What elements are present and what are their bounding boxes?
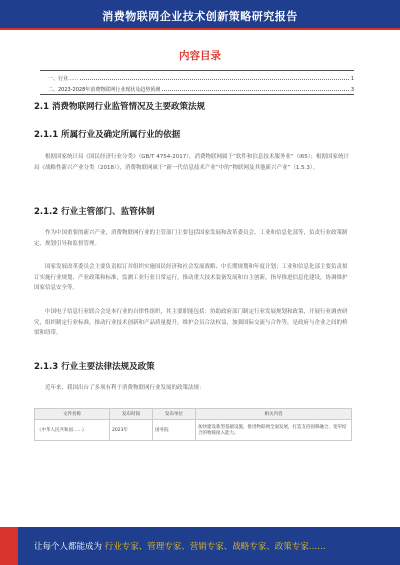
body-paragraph: 根据国家统计局《国民经济行业分类》（GB/T 4754-2017），消费物联网属于“软件和信息技术服务业”（I65）；根据国家统计局《战略性新兴产业分类（2018）》，消费物联网属于“新一代信息技术产业”中的“物联网及其他新兴产业”（1.5.3）。 — [34, 154, 350, 171]
policy-table — [34, 408, 352, 441]
toc-divider-top — [40, 70, 354, 71]
footer-lead: 让每个人都能成为 — [34, 542, 103, 552]
table-row — [35, 420, 352, 441]
table-cell: 加快建设新型基础设施，推进物联网全面发展，打造支持固移融合、宽窄结合的物联接入能力。 — [196, 420, 352, 441]
toc-entry-page: 1 — [350, 76, 354, 82]
table-header-row — [35, 409, 352, 420]
toc-entry[interactable] — [48, 86, 354, 93]
table-header-cell: 发布时间 — [110, 409, 153, 420]
toc-title: 内容目录 — [179, 50, 221, 62]
table-cell: 2023年 — [110, 420, 153, 441]
toc-entry-label: 一、行业…… — [48, 76, 79, 82]
body-paragraph: 作为中国重要的新兴产业，消费物联网行业的主管部门主要包括国家发展和改革委员会、工业和信息化部等，负责行业政策制定、规划引导和监督管理。 — [34, 230, 348, 247]
body-paragraph: 国家发展改革委员会主要负责拟订并组织实施国民经济和社会发展战略、中长期规划和年度计划；工业和信息化部主要负责拟订实施行业规划、产业政策和标准，监测工业行业日常运行，推动重大技术装备发展和自主创新，指导推进信息化建设，协调维护国家信息安全等。 — [34, 264, 348, 291]
footer-roles: 行业专家、管理专家、营销专家、战略专家、政策专家…… — [104, 542, 326, 552]
subsection-heading: 2.1.1 所属行业及确定所属行业的依据 — [34, 130, 181, 140]
table-header-cell: 相关内容 — [196, 409, 352, 420]
footer-slogan — [34, 540, 326, 552]
subsection-heading: 2.1.2 行业主管部门、监管体制 — [34, 207, 155, 217]
footer-banner — [0, 527, 400, 565]
toc-entry-label: 二、2023-2028年消费物联网行业现状及趋势预测 — [48, 87, 161, 93]
toc-dot-leader — [80, 79, 349, 80]
toc-dot-leader — [162, 90, 349, 91]
report-title: 消费物联网企业技术创新策略研究报告 — [102, 10, 298, 23]
table-cell: 《中华人民共和国……》 — [35, 420, 110, 441]
toc-entry-page: 3 — [350, 87, 354, 93]
body-paragraph: 近年来，我国出台了多项有利于消费物联网行业发展的政策法规： — [45, 385, 205, 391]
table-header-cell: 发布单位 — [153, 409, 196, 420]
footer-accent-block — [0, 527, 18, 565]
toc-divider-bottom — [40, 94, 354, 95]
table-header-cell: 文件名称 — [35, 409, 110, 420]
section-heading: 2.1 消费物联网行业监管情况及主要政策法规 — [34, 102, 206, 112]
body-paragraph: 中国电子信息行业联合会是本行业的自律性组织，其主要职能包括：协助政府部门制定行业发展规划和政策，开展行业调查研究，组织制定行业标准，推动行业技术创新和产品质量提升，维护会员合法权益，加强国际交流与合作等，是政府与企业之间的桥梁和纽带。 — [34, 309, 348, 336]
report-header-bar — [0, 0, 400, 30]
toc-entry[interactable] — [48, 75, 354, 82]
table-cell: 国务院 — [153, 420, 196, 441]
subsection-heading: 2.1.3 行业主要法律法规及政策 — [34, 362, 155, 372]
header-accent-line — [0, 28, 400, 30]
